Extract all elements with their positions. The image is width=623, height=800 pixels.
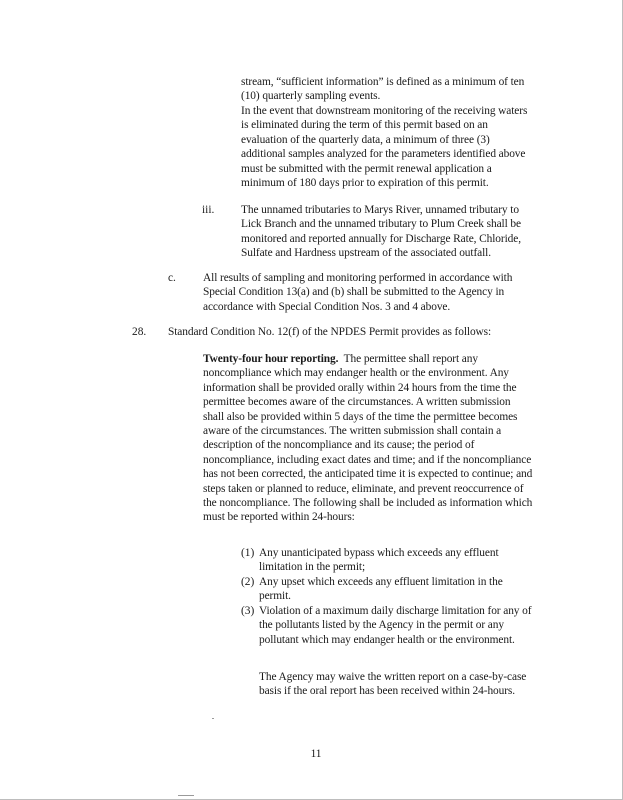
continuation-paragraph: stream, “sufficient information” is defined as a minimum of ten (10) quarterly sampling events. [241, 76, 525, 103]
twenty-four-hour-reporting-heading: Twenty-four hour reporting. [203, 353, 339, 365]
list-item-1-marker: (1) [241, 547, 255, 559]
twenty-four-hour-reporting-paragraph [203, 352, 533, 525]
list-item-3-marker: (3) [241, 605, 255, 617]
downstream-monitoring-paragraph: In the event that downstream monitoring of the receiving waters is eliminated during the term of this permit based on an evaluation of the quarterly data, a minimum of three (3) additional samples analyzed for the parameters identified above must be submitted with the permit renewal application a minimum of 180 days prior to expiration of this permit. [241, 105, 528, 190]
list-item-1-text: Any unanticipated bypass which exceeds any effluent limitation in the permit; [259, 547, 499, 574]
item-28-text: Standard Condition No. 12(f) of the NPDES Permit provides as follows: [168, 326, 492, 338]
list-item-3-text: Violation of a maximum daily discharge limitation for any of the pollutants listed by the Agency in the permit or any pollutant which may endanger health or the environment. [259, 605, 532, 646]
item-iii-marker: iii. [202, 204, 215, 216]
item-c-marker: c. [168, 272, 176, 284]
page-number: 11 [310, 748, 322, 760]
waiver-paragraph: The Agency may waive the written report on a case-by-case basis if the oral report has been received within 24-hours. [259, 671, 527, 698]
scan-artifact-mark [178, 795, 194, 796]
list-item-2-marker: (2) [241, 576, 255, 588]
list-item-2-text: Any upset which exceeds any effluent limitation in the permit. [259, 576, 503, 603]
twenty-four-hour-reporting-body: The permittee shall report any noncompliance which may endanger health or the environment. Any information shall be provided orally within 24 hours from the time the permittee becomes aware of the circumstances. A written submission shall also be provided within 5 days of the time the permittee becomes aware of the circumstances. The written submission shall contain a description of the noncompliance and its cause; the period of noncompliance, including exact dates and time; and if the noncompliance has not been corrected, the anticipated time it is expected to continue; and steps taken or planned to reduce, eliminate, and prevent reoccurrence of the noncompliance. The following shall be included as information which must be reported within 24-hours: [203, 353, 533, 524]
item-c-text: All results of sampling and monitoring performed in accordance with Special Condition 13(a) and (b) shall be submitted to the Agency in accordance with Special Condition Nos. 3 and 4 above. [203, 272, 513, 313]
item-28-marker: 28. [132, 326, 147, 338]
item-iii-text: The unnamed tributaries to Marys River, unnamed tributary to Lick Branch and the unnamed tributary to Plum Creek shall be monitored and reported annually for Discharge Rate, Chloride, Sulfate and Hardness upstream of the associated outfall. [241, 204, 521, 260]
scan-artifact-dot [212, 718, 214, 719]
